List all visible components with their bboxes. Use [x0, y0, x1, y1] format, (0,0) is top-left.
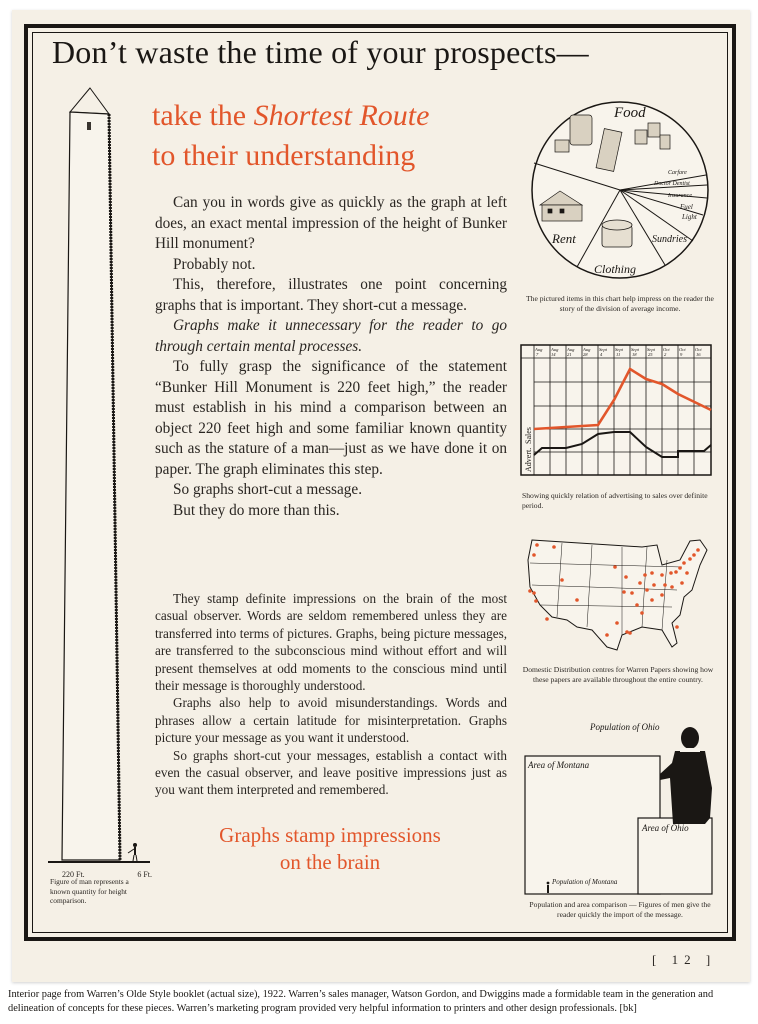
pie-label-food: Food: [614, 105, 646, 121]
axis-label-advert: Advert.: [524, 447, 533, 472]
paragraph-italic: Graphs make it unnecessary for the reader to go through certain mental processes.: [155, 317, 507, 355]
paragraph: So graphs short-cut a message.: [173, 481, 363, 498]
pie-caption: The pictured items in this chart help impress on the reader the story of the division of average income.: [526, 294, 714, 313]
subtitle-prefix: take the: [152, 99, 254, 132]
label-pop-ohio: Population of Ohio: [590, 722, 660, 732]
paragraph: To fully grasp the significance of the statement “Bunker Hill Monument is 220 feet high,” the reader must establish in his mind a comparison between an object 220 feet high and some familiar known quantity such as the stature of a man—just as we have done it on paper. The graph eliminates this step.: [155, 358, 507, 478]
us-distribution-map: [522, 535, 717, 655]
pie-label-sundries: Sundries: [652, 234, 687, 245]
paragraph: Graphs also help to avoid misunderstandings. Words and phrases allow a certain latitude for misinterpretation. Graphs picture your message as you want it understood.: [155, 695, 507, 746]
svg-text:16: 16: [696, 352, 701, 357]
body-text-small: [155, 590, 507, 799]
map-caption: Domestic Distribution centres for Warren Papers showing how these papers are available throughout the entire country.: [522, 665, 714, 684]
svg-text:Sept: Sept: [615, 347, 623, 352]
subtitle-italic: Shortest Route: [253, 99, 430, 132]
callout-line2: on the brain: [279, 850, 381, 874]
svg-text:28: 28: [583, 352, 588, 357]
svg-text:9: 9: [680, 352, 683, 357]
svg-text:Sept: Sept: [647, 347, 655, 352]
svg-text:Oct: Oct: [679, 347, 686, 352]
svg-text:Aug: Aug: [535, 347, 543, 352]
paragraph: Probably not.: [173, 255, 256, 273]
svg-text:11: 11: [616, 352, 621, 357]
svg-text:14: 14: [551, 352, 556, 357]
obelisk-height-label: 220 Ft.: [62, 870, 85, 879]
svg-text:Sept: Sept: [631, 347, 639, 352]
comparison-caption: Population and area comparison — Figures of men give the reader quickly the import of the message.: [529, 900, 711, 919]
callout: [160, 822, 500, 876]
paragraph: They stamp definite impressions on the brain of the most casual observer. Words are seldom remembered unless they are transferred into terms of pictures. Graphs, being picture messages, are transferred to the subconscious mind without effort and will present themselves at odd moments to the conscious mind until their message is thoroughly understood.: [155, 591, 507, 694]
population-area-comparison: [520, 718, 718, 898]
subtitle: [152, 96, 429, 176]
pie-label-carfare: Carfare: [668, 170, 687, 176]
svg-text:2: 2: [664, 352, 667, 357]
callout-line1: Graphs stamp impressions: [219, 823, 441, 847]
paragraph: This, therefore, illustrates one point concerning graphs that is important. They short-cut a message.: [155, 276, 507, 314]
paragraph: But they do more than this.: [173, 501, 340, 519]
subtitle-line2: to their understanding: [152, 139, 416, 172]
pie-label-clothing: Clothing: [594, 262, 637, 276]
svg-text:4: 4: [600, 352, 603, 357]
man-height-label: 6 Ft.: [137, 870, 152, 879]
pie-label-light: Light: [682, 213, 697, 221]
svg-text:Oct: Oct: [695, 347, 702, 352]
body-text-large: [155, 193, 507, 521]
pie-label-fuel: Fuel: [680, 203, 693, 211]
advertising-sales-line-chart: [520, 344, 716, 478]
pie-label-rent: Rent: [552, 231, 576, 246]
obelisk-caption: Figure of man represents a known quantity for height comparison.: [50, 877, 129, 905]
svg-text:Aug: Aug: [551, 347, 559, 352]
bunker-hill-obelisk-graph: [40, 80, 150, 880]
income-pie-chart: [520, 95, 720, 290]
svg-text:Oct: Oct: [663, 347, 670, 352]
svg-text:Aug: Aug: [583, 347, 591, 352]
line-chart-caption: Showing quickly relation of advertising to sales over definite period.: [522, 491, 708, 510]
paragraph: Can you in words give as quickly as the graph at left does, an exact mental impression of the height of Bunker Hill monument?: [155, 194, 507, 252]
label-area-ohio: Area of Ohio: [642, 823, 689, 833]
headline: Don’t waste the time of your prospects—: [52, 34, 589, 70]
svg-text:25: 25: [648, 352, 653, 357]
svg-text:Aug: Aug: [567, 347, 575, 352]
label-area-montana: Area of Montana: [528, 760, 590, 770]
svg-text:7: 7: [536, 352, 539, 357]
paragraph: So graphs short-cut your messages, establish a contact with even the casual observer, and leave positive impressions just as you want them interpreted and remembered.: [155, 747, 507, 798]
axis-label-sales: Sales: [524, 427, 533, 444]
label-pop-montana: Population of Montana: [552, 878, 618, 886]
image-caption: Interior page from Warren’s Olde Style booklet (actual size), 1922. Warren’s sales manager, Watson Gordon, and Dwiggins made a formidable team in the generation and delineation of concepts for these pieces. Warren’s marketing program provided very helpful information to printers and other design professionals. [bk]: [8, 989, 714, 1014]
page-number: [ 12 ]: [652, 952, 717, 967]
svg-text:21: 21: [567, 352, 572, 357]
svg-text:Sept: Sept: [599, 347, 607, 352]
svg-text:18: 18: [632, 352, 637, 357]
pie-label-insurance: Insurance: [668, 193, 692, 199]
pie-label-doctor: Doctor Dentist: [654, 181, 690, 187]
